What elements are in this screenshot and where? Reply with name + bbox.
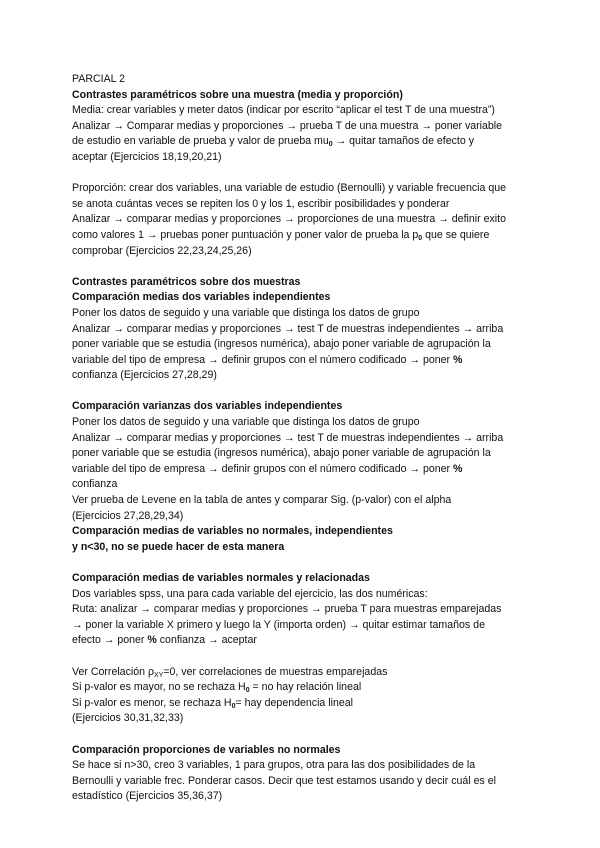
text-run: = no hay relación lineal <box>249 681 362 694</box>
paragraph-line: Ver prueba de Levene en la tabla de antes y comparar Sig. (p-valor) con el alpha <box>72 494 452 507</box>
text-run: efecto → poner <box>72 634 148 647</box>
subsection-heading-means-independent: Comparación medias dos variables independientes <box>72 291 331 304</box>
paragraph-line <box>72 462 532 478</box>
paragraph-line: Poner los datos de seguido y una variable que distinga los datos de grupo <box>72 306 420 319</box>
paragraph-line: poner variable que se estudia (ingresos numérica), abajo poner variable de agrupación la <box>72 447 491 460</box>
section-heading-two-samples: Contrastes paramétricos sobre dos muestras <box>72 275 301 288</box>
paragraph-line: → poner la variable X primero y luego la Y (importa orden) → quitar estimar tamaños de <box>72 618 485 631</box>
paragraph-line: estadístico (Ejercicios 35,36,37) <box>72 790 223 803</box>
text-run: Si p-valor es menor, se rechaza H <box>72 696 232 709</box>
text-run: =0, ver correlaciones de muestras emparejadas <box>163 665 388 678</box>
percent-sign: % <box>453 462 463 475</box>
text-run: Ver Correlación <box>72 665 148 678</box>
paragraph-line: Analizar → Comparar medias y proporciones → prueba T de una muestra → poner variable <box>72 119 503 132</box>
paragraph-line: Poner los datos de seguido y una variable que distinga los datos de grupo <box>72 416 420 429</box>
bold-note-line: y n<30, no se puede hacer de esta manera <box>72 540 285 553</box>
paragraph-line: Analizar → comparar medias y proporciones → test T de muestras independientes → arriba <box>72 431 504 444</box>
paragraph-line: Dos variables spss, una para cada variable del ejercicio, las dos numéricas: <box>72 587 428 600</box>
paragraph-line <box>72 353 532 369</box>
subsection-heading-variances-independent: Comparación varianzas dos variables independientes <box>72 400 343 413</box>
paragraph-line: (Ejercicios 27,28,29,34) <box>72 509 184 522</box>
text-run: de estudio en variable de prueba y valor de prueba mu <box>72 135 329 148</box>
paragraph-line: Analizar → comparar medias y proporciones → test T de muestras independientes → arriba <box>72 322 504 335</box>
subscript-zero: 0 <box>418 234 423 242</box>
paragraph-line: confianza <box>72 478 118 491</box>
document-page <box>72 72 532 805</box>
paragraph-line <box>72 665 532 681</box>
paragraph-line: Proporción: crear dos variables, una variable de estudio (Bernoulli) y variable frecuencia que <box>72 182 506 195</box>
paragraph-line: aceptar (Ejercicios 18,19,20,21) <box>72 150 222 163</box>
paragraph-line <box>72 228 532 244</box>
text-run: Si p-valor es mayor, no se rechaza H <box>72 681 246 694</box>
percent-sign: % <box>453 353 463 366</box>
percent-sign: % <box>147 634 157 647</box>
paragraph-line <box>72 134 532 150</box>
paragraph-line <box>72 696 532 712</box>
text-run: = hay dependencia lineal <box>235 696 353 709</box>
section-heading-one-sample: Contrastes paramétricos sobre una muestra (media y proporción) <box>72 88 403 101</box>
subscript-zero: 0 <box>231 702 236 710</box>
paragraph-line: Se hace si n>30, creo 3 variables, 1 para grupos, otra para las dos posibilidades de la <box>72 759 476 772</box>
text-run: variable del tipo de empresa → definir grupos con el número codificado → poner <box>72 462 453 475</box>
text-run: variable del tipo de empresa → definir grupos con el número codificado → poner <box>72 353 453 366</box>
paragraph-line: Analizar → comparar medias y proporciones → proporciones de una muestra → definir exito <box>72 213 506 226</box>
subscript-xy: XY <box>154 671 164 679</box>
paragraph-line: poner variable que se estudia (ingresos numérica), abajo poner variable de agrupación la <box>72 338 491 351</box>
subsection-heading-means-related: Comparación medias de variables normales y relacionadas <box>72 572 370 584</box>
paragraph-line: comprobar (Ejercicios 22,23,24,25,26) <box>72 244 252 257</box>
subsection-heading-proportions-non-normal: Comparación proporciones de variables no normales <box>72 743 341 756</box>
text-run: como valores 1 → pruebas poner puntuación y poner valor de prueba la p <box>72 228 419 241</box>
subscript-zero: 0 <box>245 687 250 695</box>
paragraph-line: se anota cuántas veces se repiten los 0 y los 1, escribir posibilidades y ponderar <box>72 197 450 210</box>
text-run: → quitar tamaños de efecto y <box>332 135 475 148</box>
paragraph-line: Media: crear variables y meter datos (indicar por escrito “aplicar el test T de una muestra”) <box>72 104 495 117</box>
paragraph-line <box>72 680 532 696</box>
paragraph-line: Bernoulli y variable frec. Ponderar casos. Decir que test estamos usando y decir cuál es el <box>72 774 496 787</box>
rho-symbol: ρ <box>147 665 154 678</box>
paragraph-line: Ruta: analizar → comparar medias y proporciones → prueba T para muestras emparejadas <box>72 603 502 616</box>
paragraph-line: confianza (Ejercicios 27,28,29) <box>72 369 217 382</box>
paragraph-line <box>72 633 532 649</box>
paragraph-line: (Ejercicios 30,31,32,33) <box>72 712 184 725</box>
text-run: que se quiere <box>422 228 490 241</box>
text-run: confianza → aceptar <box>156 634 257 647</box>
document-title: PARCIAL 2 <box>72 73 125 85</box>
bold-note-line: Comparación medias de variables no normales, independientes <box>72 525 393 538</box>
subscript-zero: 0 <box>328 141 333 149</box>
